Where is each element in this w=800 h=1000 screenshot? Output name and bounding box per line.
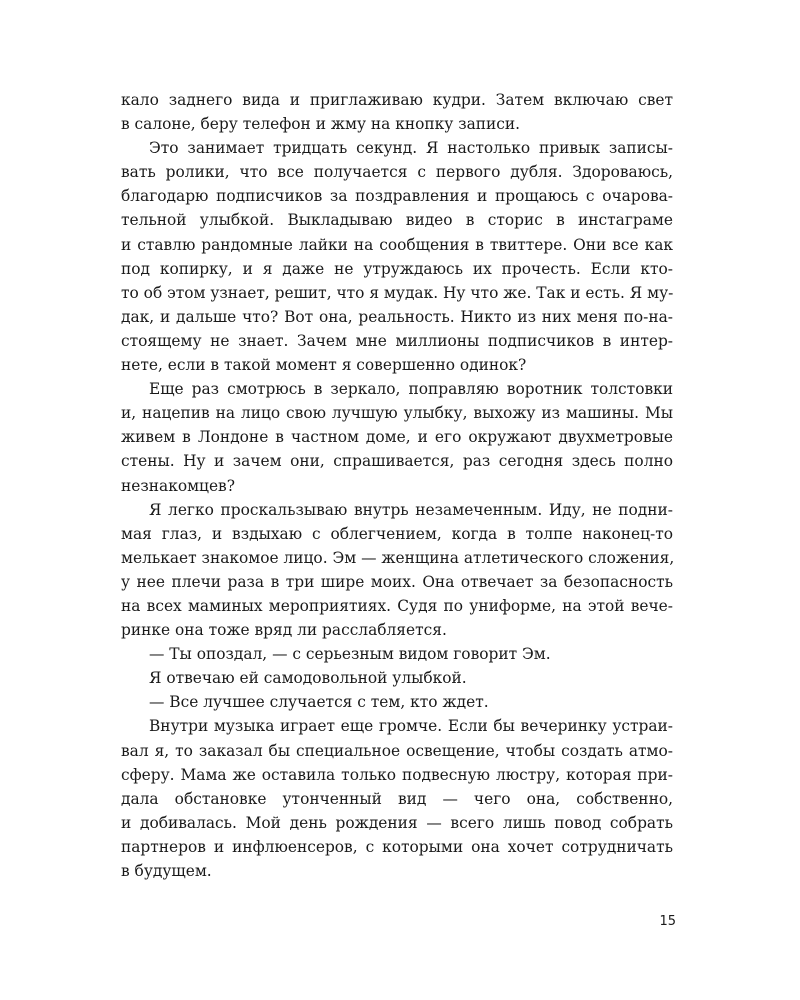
text-line: ринке она тоже вряд ли расслабляется. bbox=[121, 621, 447, 640]
text-line: то об этом узнает, решит, что я мудак. Ну что же. Так и есть. Я му- bbox=[121, 283, 674, 302]
text-line: вать ролики, что все получается с первого дубля. Здороваюсь, bbox=[121, 163, 673, 182]
text-line: и добивалась. Мой день рождения — всего лишь повод собрать bbox=[121, 813, 673, 832]
text-line: стоящему не знает. Зачем мне миллионы подписчиков в интер- bbox=[121, 331, 673, 350]
text-line: под копирку, и я даже не утруждаюсь их прочесть. Если кто- bbox=[121, 259, 673, 278]
page-number: 15 bbox=[659, 914, 676, 929]
text-line: нете, если в такой момент я совершенно одинок? bbox=[121, 356, 527, 375]
text-line: вал я, то заказал бы специальное освещение, чтобы создать атмо- bbox=[121, 741, 673, 760]
text-line: сферу. Мама же оставила только подвесную люстру, которая при- bbox=[121, 765, 673, 784]
text-line: и, нацепив на лицо свою лучшую улыбку, выхожу из машины. Мы bbox=[121, 404, 673, 423]
text-line: Я легко проскальзываю внутрь незамеченным. Иду, не подни- bbox=[149, 500, 673, 519]
body-text bbox=[121, 88, 673, 883]
text-line: партнеров и инфлюенсеров, с которыми она хочет сотрудничать bbox=[121, 837, 673, 856]
text-line: стены. Ну и зачем они, спрашивается, раз сегодня здесь полно bbox=[121, 452, 673, 471]
text-line: дак, и дальше что? Вот она, реальность. Никто из них меня по-на- bbox=[121, 307, 673, 326]
text-line: Внутри музыка играет еще громче. Если бы вечеринку устраи- bbox=[149, 717, 673, 736]
text-line: дала обстановке утонченный вид — чего она, собственно, bbox=[121, 789, 673, 808]
text-line: — Ты опоздал, — с серьезным видом говорит Эм. bbox=[149, 645, 551, 664]
text-line: — Все лучшее случается с тем, кто ждет. bbox=[149, 693, 489, 712]
text-line: Это занимает тридцать секунд. Я настолько привык записы- bbox=[149, 139, 673, 158]
text-line: на всех маминых мероприятиях. Судя по униформе, на этой вече- bbox=[121, 596, 673, 615]
text-line: тельной улыбкой. Выкладываю видео в сторис в инстаграме bbox=[121, 211, 673, 230]
text-line: в будущем. bbox=[121, 862, 212, 880]
text-line: у нее плечи раза в три шире моих. Она отвечает за безопасность bbox=[121, 572, 673, 591]
text-line: Еще раз смотрюсь в зеркало, поправляю воротник толстовки bbox=[149, 380, 673, 399]
text-line: в салоне, беру телефон и жму на кнопку записи. bbox=[121, 115, 521, 134]
text-line: и ставлю рандомные лайки на сообщения в твиттере. Они все как bbox=[121, 235, 673, 254]
text-line: незнакомцев? bbox=[121, 476, 235, 495]
text-line: мелькает знакомое лицо. Эм — женщина атлетического сложения, bbox=[121, 548, 675, 567]
text-line: живем в Лондоне в частном доме, и его окружают двухметровые bbox=[121, 428, 673, 447]
text-line: благодарю подписчиков за поздравления и прощаюсь с очарова- bbox=[121, 187, 673, 206]
text-line: кало заднего вида и приглаживаю кудри. Затем включаю свет bbox=[121, 91, 673, 109]
text-line: мая глаз, и вздыхаю с облегчением, когда в толпе наконец-то bbox=[121, 524, 673, 543]
text-line: Я отвечаю ей самодовольной улыбкой. bbox=[149, 669, 467, 688]
